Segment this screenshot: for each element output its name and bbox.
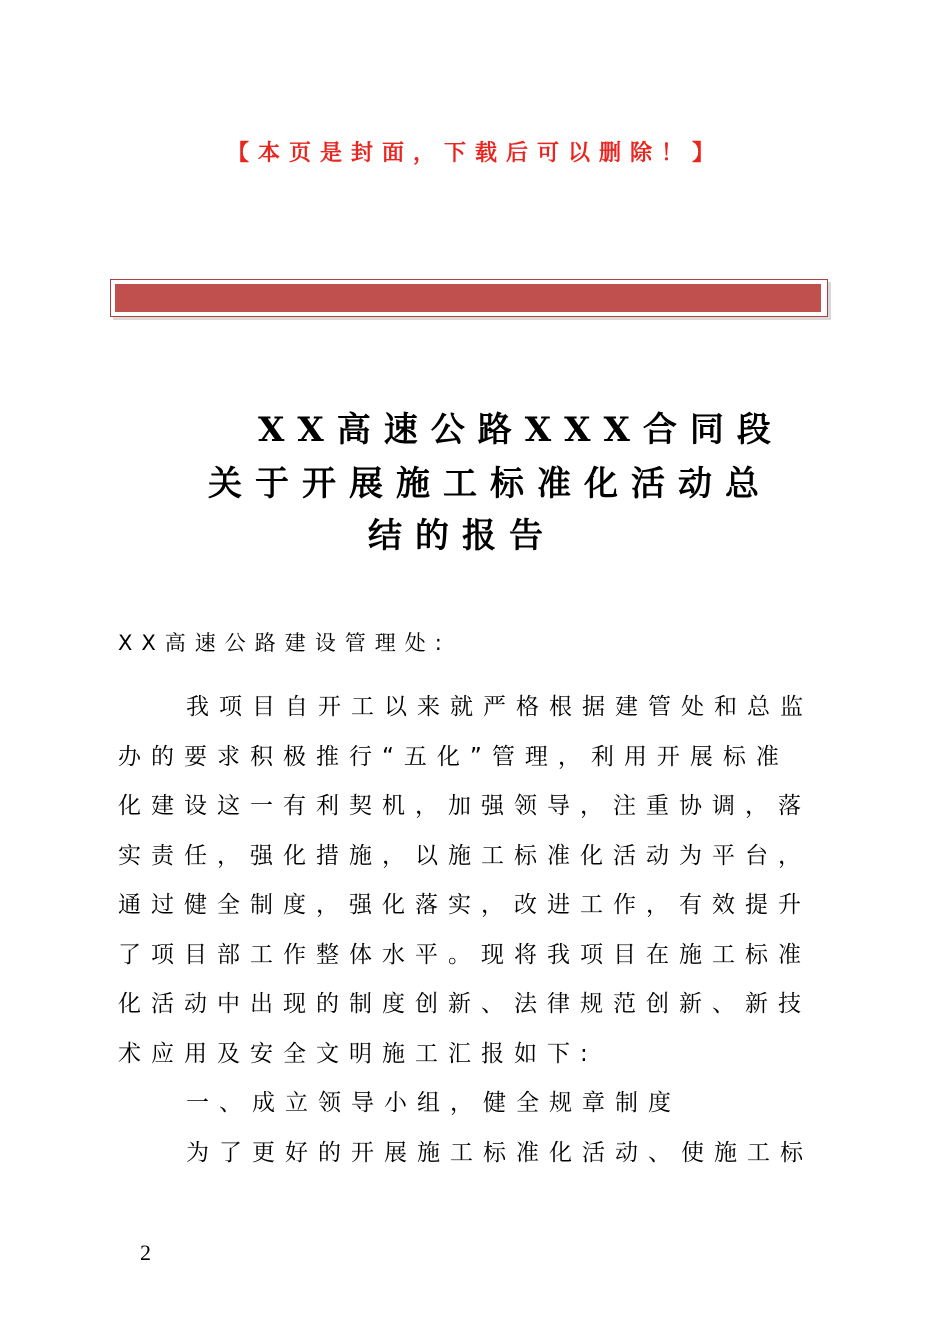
decorative-banner xyxy=(110,279,828,317)
body-line: 我项目自开工以来就严格根据建管处和总监 xyxy=(186,694,813,720)
page-number: 2 xyxy=(140,1240,151,1265)
body-line: 了项目部工作整体水平。现将我项目在施工标准 xyxy=(118,941,811,968)
salutation: XX高速公路建设管理处: xyxy=(118,631,451,655)
banner-fill xyxy=(115,284,821,312)
cover-notice: 【本页是封面，下载后可以删除！】 xyxy=(226,141,723,166)
body-line: 实责任，强化措施，以施工标准化活动为平台， xyxy=(118,842,811,869)
body-line: 化活动中出现的制度创新、法律规范创新、新技 xyxy=(118,991,811,1017)
body-line: 化建设这一有利契机，加强领导，注重协调，落 xyxy=(118,793,811,819)
body-line: 术应用及安全文明施工汇报如下: xyxy=(118,1040,598,1067)
body-line: 办的要求积极推行“五化”管理，利用开展标准 xyxy=(118,743,789,770)
title-line-3: 结的报告 xyxy=(368,516,556,556)
title-line-1: XX高速公路XXX合同段 xyxy=(258,410,784,450)
section-heading: 一、成立领导小组，健全规章制度 xyxy=(186,1090,681,1116)
body-line: 通过健全制度，强化落实，改进工作，有效提升 xyxy=(118,892,811,918)
body-line: 为了更好的开展施工标准化活动、使施工标 xyxy=(186,1139,813,1166)
title-line-2: 关于开展施工标准化活动总 xyxy=(208,464,772,504)
